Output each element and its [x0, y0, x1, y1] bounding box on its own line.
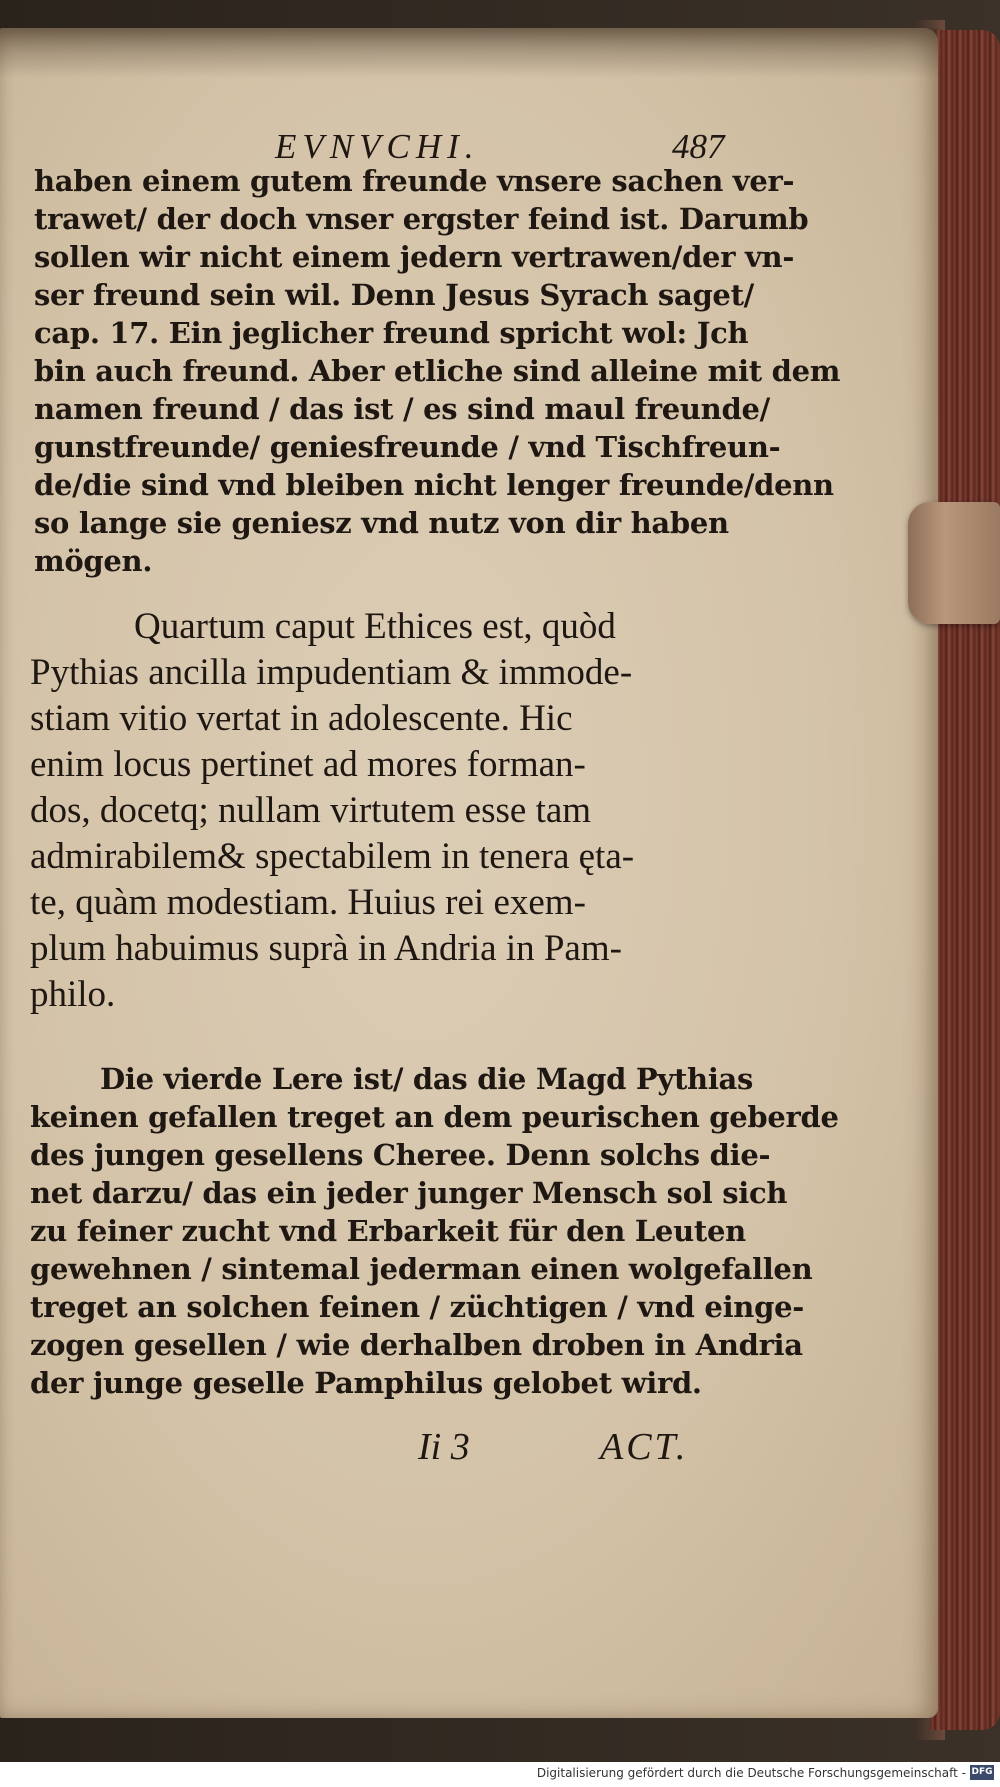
text-line: net darzu/ das ein jeder junger Mensch sol sich [30, 1176, 788, 1210]
text-line: haben einem gutem freunde vnsere sachen ver- [34, 164, 795, 198]
german-paragraph-1 [34, 162, 840, 580]
text-line: admirabilem& spectabilem in tenera ęta- [30, 836, 635, 877]
text-line: te, quàm modestiam. Huius rei exem- [30, 882, 586, 923]
text-line: de/die sind vnd bleiben nicht lenger freunde/denn [34, 468, 834, 502]
text-line: trawet/ der doch vnser ergster feind ist. Darumb [34, 202, 809, 236]
text-line: namen freund / das ist / es sind maul freunde/ [34, 392, 770, 426]
text-line: der junge geselle Pamphilus gelobet wird. [30, 1366, 702, 1400]
text-line: gunstfreunde/ geniesfreunde / vnd Tischfreun- [34, 430, 781, 464]
text-line: Quartum caput Ethices est, quòd [134, 606, 616, 647]
book-fore-edge [930, 30, 1000, 1730]
text-line: ser freund sein wil. Denn Jesus Syrach saget/ [34, 278, 754, 312]
catchword: ACT. [600, 1426, 689, 1468]
text-line: keinen gefallen treget an dem peurischen geberde [30, 1100, 839, 1134]
text-line: sollen wir nicht einem jedern vertrawen/der vn- [34, 240, 795, 274]
text-line: Pythias ancilla impudentiam & immode- [30, 652, 633, 693]
text-line: philo. [30, 974, 116, 1015]
text-line: enim locus pertinet ad mores forman- [30, 744, 586, 785]
text-line: dos, docetq; nullam virtutem esse tam [30, 790, 592, 831]
page-marker-tab [908, 502, 1000, 624]
latin-paragraph [30, 604, 634, 1018]
running-title: EVNVCHI. [275, 127, 480, 166]
text-line: mögen. [34, 544, 153, 578]
text-line: treget an solchen feinen / züchtigen / vnd einge- [30, 1290, 804, 1324]
text-line: gewehnen / sintemal jederman einen wolgefallen [30, 1252, 813, 1286]
text-line: des jungen gesellens Cheree. Denn solchs die- [30, 1138, 771, 1172]
text-line: zu feiner zucht vnd Erbarkeit für den Leuten [30, 1214, 746, 1248]
text-line: zogen gesellen / wie derhalben droben in Andria [30, 1328, 803, 1362]
german-paragraph-2 [30, 1060, 839, 1402]
page-number: 487 [672, 127, 725, 166]
attribution-text: Digitalisierung gefördert durch die Deutsche Forschungsgemeinschaft - [536, 1766, 966, 1780]
text-line: so lange sie geniesz vnd nutz von dir haben [34, 506, 729, 540]
signature-mark: Ii 3 [418, 1426, 470, 1468]
text-line: bin auch freund. Aber etliche sind alleine mit dem [34, 354, 841, 388]
text-line: Die vierde Lere ist/ das die Magd Pythias [100, 1062, 754, 1096]
dfg-logo: DFG [970, 1765, 994, 1780]
text-line: plum habuimus suprà in Andria in Pam- [30, 928, 622, 969]
page-top-shadow [0, 28, 938, 78]
text-line: cap. 17. Ein jeglicher freund spricht wol: Jch [34, 316, 749, 350]
text-line: stiam vitio vertat in adolescente. Hic [30, 698, 573, 739]
